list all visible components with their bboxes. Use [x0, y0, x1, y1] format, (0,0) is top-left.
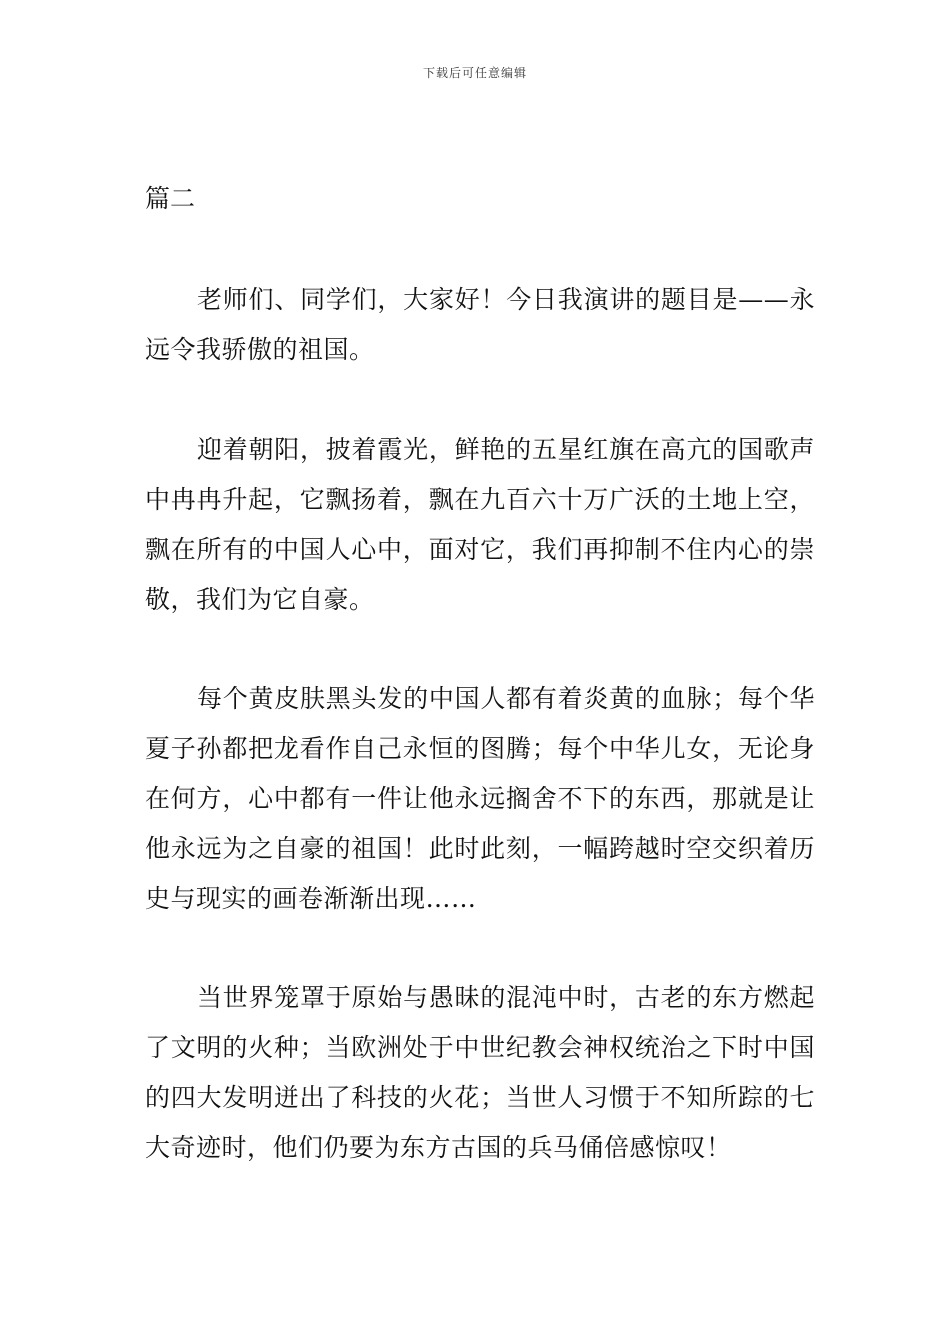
section-heading: 篇二	[145, 184, 196, 213]
paragraph-4: 当世界笼罩于原始与愚昧的混沌中时，古老的东方燃起了文明的火种；当欧洲处于中世纪教会神权统治之下时中国的四大发明迸出了科技的火花；当世人习惯于不知所踪的七大奇迹时，他们仍要为东方古国的兵马俑倍感惊叹！	[145, 983, 815, 1162]
paragraph-3: 每个黄皮肤黑头发的中国人都有着炎黄的血脉；每个华夏子孙都把龙看作自己永恒的图腾；每个中华儿女，无论身在何方，心中都有一件让他永远搁舍不下的东西，那就是让他永远为之自豪的祖国！此时此刻，一幅跨越时空交织着历史与现实的画卷渐渐出现……	[145, 684, 815, 913]
page-header-note: 下载后可任意编辑	[422, 66, 527, 80]
paragraph-1: 老师们、同学们，大家好！今日我演讲的题目是——永远令我骄傲的祖国。	[145, 285, 815, 364]
paragraph-2: 迎着朝阳，披着霞光，鲜艳的五星红旗在高亢的国歌声中冉冉升起，它飘扬着，飘在九百六十万广沃的土地上空，飘在所有的中国人心中，面对它，我们再抑制不住内心的崇敬，我们为它自豪。	[145, 435, 815, 614]
